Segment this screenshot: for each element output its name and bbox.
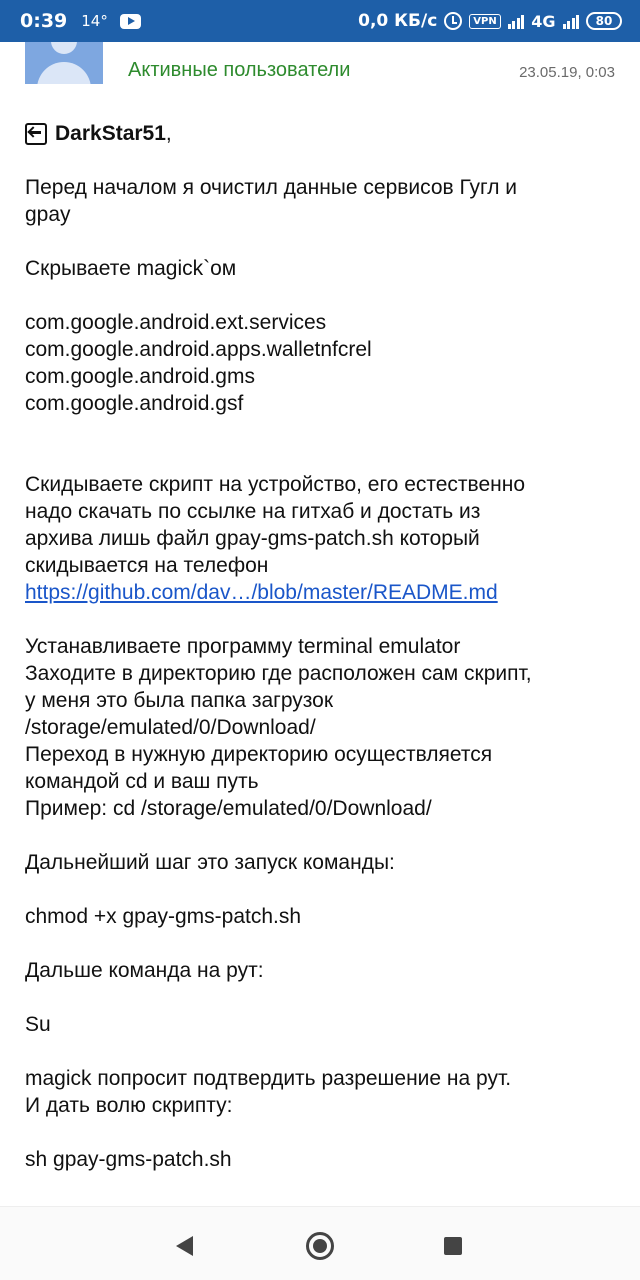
post-date: 23.05.19, 0:03 <box>519 64 615 81</box>
quote-header <box>25 120 620 147</box>
clock: 0:39 <box>20 10 68 32</box>
package-list: com.google.android.ext.services com.google.android.apps.walletnfcrel com.google.android.gms com.google.android.gsf <box>25 311 372 415</box>
youtube-icon <box>120 14 141 29</box>
network-speed: 0,0 КБ/с <box>358 11 438 31</box>
command-su: Su <box>25 1013 51 1036</box>
quote-author[interactable]: DarkStar51 <box>55 122 166 145</box>
avatar-shoulders <box>37 62 91 84</box>
user-status: Активные пользователи <box>128 59 351 81</box>
back-icon[interactable] <box>176 1236 193 1256</box>
signal-icon <box>508 13 525 29</box>
home-icon[interactable] <box>306 1232 334 1260</box>
github-link[interactable]: https://github.com/dav…/blob/master/README.md <box>25 581 498 604</box>
status-bar <box>0 0 640 42</box>
post-body <box>25 120 620 1173</box>
avatar[interactable] <box>25 42 103 84</box>
quote-icon[interactable] <box>25 123 47 145</box>
battery-icon: 80 <box>586 12 622 30</box>
command-sh: sh gpay-gms-patch.sh <box>25 1148 232 1171</box>
recents-icon[interactable] <box>444 1237 462 1255</box>
paragraph-root: Дальше команда на рут: <box>25 959 264 982</box>
navigation-bar <box>0 1206 640 1280</box>
paragraph-confirm: magick попросит подтвердить разрешение на рут. И дать волю скрипту: <box>25 1067 512 1117</box>
quote-comma: , <box>165 122 172 145</box>
paragraph-next-step: Дальнейший шаг это запуск команды: <box>25 851 395 874</box>
signal-icon-2 <box>563 13 580 29</box>
paragraph-script: Скидываете скрипт на устройство, его естественно надо скачать по ссылке на гитхаб и достать из архива лишь файл gpay-gms-patch.sh который скидывается на телефон <box>25 473 526 577</box>
temperature: 14° <box>81 12 108 30</box>
alarm-icon <box>444 12 462 30</box>
vpn-icon: VPN <box>469 14 500 29</box>
paragraph-terminal: Устанавливаете программу terminal emulator Заходите в директорию где расположен сам скрипт, у меня это была папка загрузок /storage/emulated/0/Download/ Переход в нужную директорию осуществляется командой cd и ваш путь Пример: cd /storage/emulated/0/Download/ <box>25 635 532 820</box>
command-chmod: chmod +x gpay-gms-patch.sh <box>25 905 302 928</box>
avatar-head <box>51 42 77 54</box>
paragraph-intro: Перед началом я очистил данные сервисов Гугл и gpay <box>25 176 518 226</box>
paragraph-hide: Скрываете magick`ом <box>25 257 237 280</box>
network-type: 4G <box>531 11 556 31</box>
